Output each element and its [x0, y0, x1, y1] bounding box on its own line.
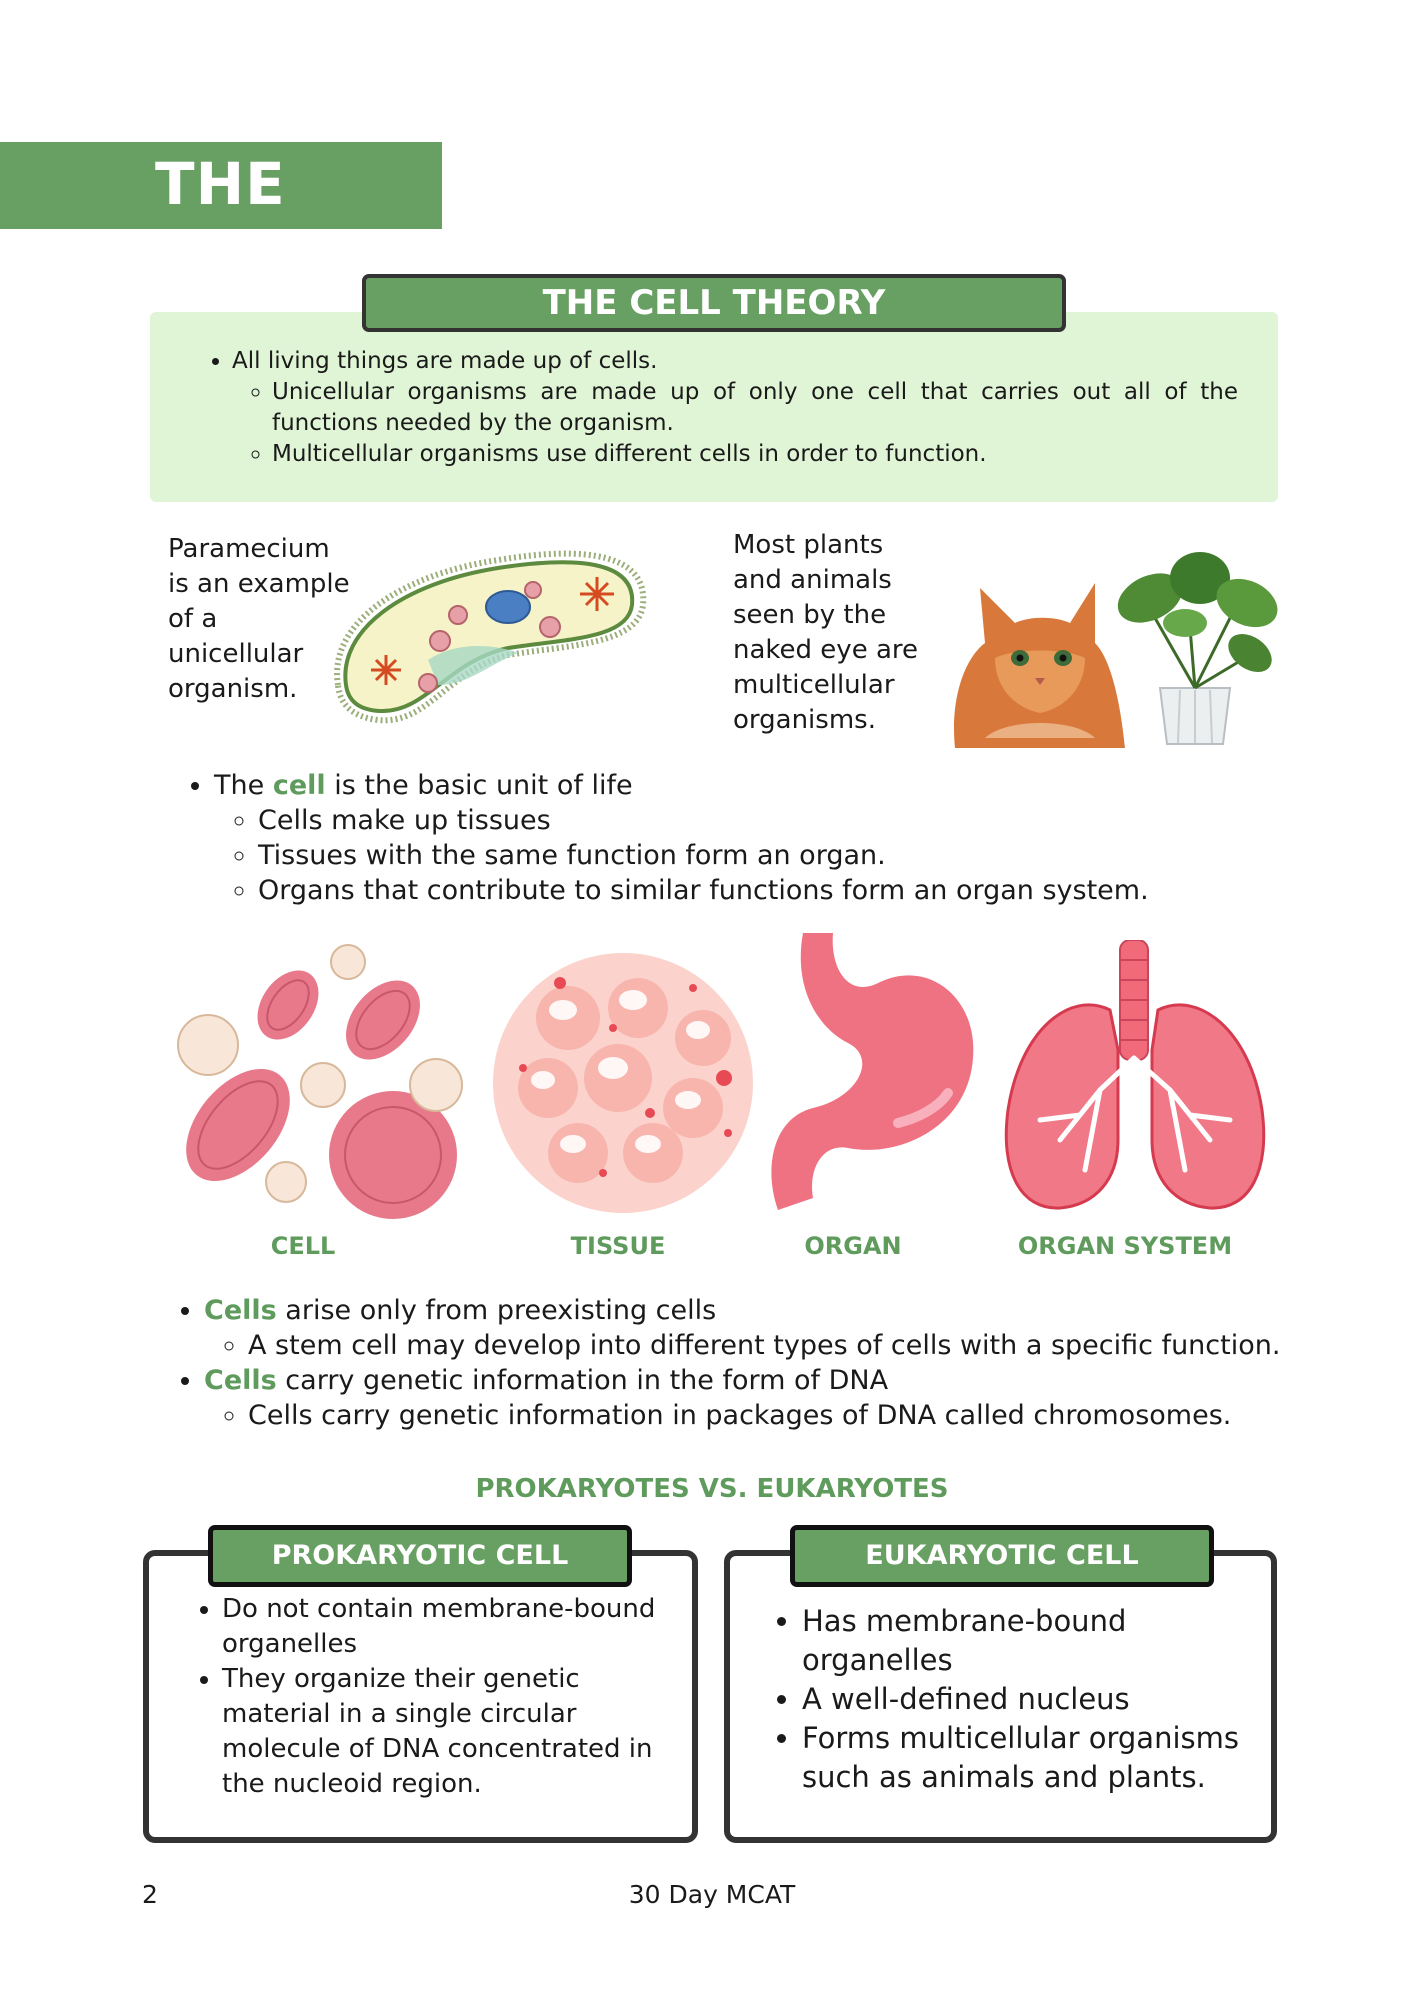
- eukaryotic-header: EUKARYOTIC CELL: [790, 1525, 1214, 1587]
- list-item: ◦ Multicellular organisms use different cells in order to function.: [272, 439, 1238, 470]
- eukaryotic-list: [768, 1602, 1258, 1797]
- list-item: • Cells arise only from preexisting cells ◦ A stem cell may develop into different types of cells with a specific function.: [204, 1293, 1320, 1363]
- paramecium-caption: Paramecium is an example of a unicellular organism.: [168, 534, 350, 704]
- basic-unit-list: [180, 768, 1280, 908]
- list-item: ◦ Organs that contribute to similar functions form an organ system.: [258, 873, 1280, 908]
- cat-and-plant-illustration: [945, 548, 1285, 748]
- tissue-illustration: [488, 948, 768, 1218]
- stomach-illustration: [768, 928, 978, 1218]
- list-item: • All living things are made up of cells. ◦ Unicellular organisms are made up of only one cell that carries out all of the functions needed by the organism. ◦ Multicellular organisms use different cells in order to function.: [232, 346, 1238, 470]
- list-item: ◦ Tissues with the same function form an organ.: [258, 838, 1280, 873]
- vacuole: [430, 631, 450, 651]
- hierarchy-label-organ-system: ORGAN SYSTEM: [1017, 1232, 1233, 1260]
- multicellular-caption: Most plants and animals seen by the naked eye are multicellular organisms.: [733, 530, 918, 735]
- list-item: • Has membrane-bound organelles: [802, 1602, 1258, 1680]
- comparison-title: PROKARYOTES VS. EUKARYOTES: [475, 1474, 949, 1504]
- blood-cells-illustration: [168, 935, 478, 1225]
- vacuole: [525, 582, 541, 598]
- page-number: 2: [142, 1880, 158, 1909]
- vacuole: [540, 617, 560, 637]
- list-item: ◦ Cells make up tissues: [258, 803, 1280, 838]
- list-item: ◦ Cells carry genetic information in packages of DNA called chromosomes.: [248, 1398, 1320, 1433]
- keyword-cell: cell: [272, 770, 326, 801]
- lungs-illustration: [1000, 940, 1270, 1220]
- list-item: • Cells carry genetic information in the form of DNA ◦ Cells carry genetic information in packages of DNA called chromosomes.: [204, 1363, 1320, 1433]
- list-item: • Do not contain membrane-bound organelles: [222, 1592, 678, 1662]
- list-item: • The cell is the basic unit of life ◦ Cells make up tissues ◦ Tissues with the same function form an organ. ◦ Organs that contribute to similar functions form an organ system.: [214, 768, 1280, 908]
- hierarchy-label-cell: CELL: [270, 1232, 336, 1260]
- list-item: • They organize their genetic material in a single circular molecule of DNA concentrated in the nucleoid region.: [222, 1662, 678, 1802]
- prokaryotic-header: PROKARYOTIC CELL: [208, 1525, 632, 1587]
- vacuole: [419, 674, 437, 692]
- hierarchy-label-tissue: TISSUE: [570, 1232, 666, 1260]
- list-item: • Forms multicellular organisms such as animals and plants.: [802, 1719, 1258, 1797]
- list-item: ◦ A stem cell may develop into different types of cells with a specific function.: [248, 1328, 1320, 1363]
- paramecium-illustration: [318, 535, 658, 735]
- list-item: • A well-defined nucleus: [802, 1680, 1258, 1719]
- nucleus: [486, 591, 530, 623]
- prokaryotic-list: [188, 1592, 678, 1802]
- cat-icon: [954, 583, 1125, 748]
- cell-theory-list: [198, 346, 1238, 470]
- vacuole: [449, 606, 467, 624]
- plant-icon: [1110, 552, 1285, 744]
- cell-theory-header: THE CELL THEORY: [362, 274, 1066, 332]
- title-banner: [0, 142, 442, 286]
- page-title: THE CELL: [155, 150, 316, 286]
- list-item: ◦ Unicellular organisms are made up of only one cell that carries out all of the functions needed by the organism.: [272, 377, 1238, 439]
- hierarchy-label-organ: ORGAN: [804, 1232, 902, 1260]
- footer-title: 30 Day MCAT: [628, 1880, 796, 1909]
- cell-origin-list: [170, 1293, 1320, 1433]
